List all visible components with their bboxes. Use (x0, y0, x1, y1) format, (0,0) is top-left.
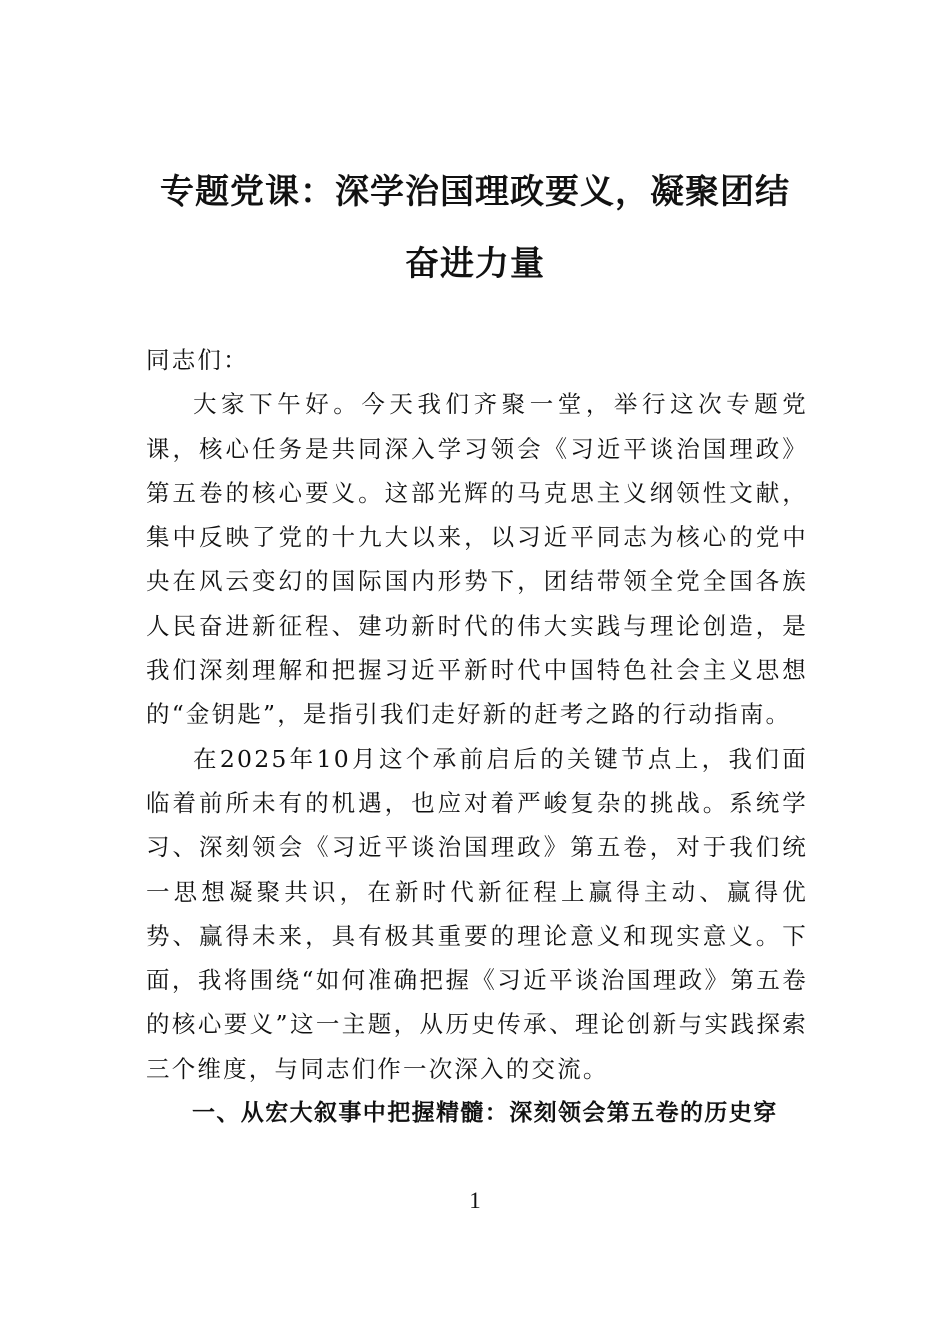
document-title-line-2: 奋进力量 (405, 244, 545, 284)
document-title-line-1: 专题党课：深学治国理政要义，凝聚团结 (160, 172, 790, 212)
paragraph-context: 在2025年10月这个承前启后的关键节点上，我们面临着前所未有的机遇，也应对着严峻复杂的挑战。系统学习、深刻领会《习近平谈治国理政》第五卷，对于我们统一思想凝聚共识，在新时代新征程上赢得主动、赢得优势、赢得未来，具有极其重要的理论意义和现实意义。下面，我将围绕“如何准确把握《习近平谈治国理政》第五卷的核心要义”这一主题，从历史传承、理论创新与实践探索三个维度，与同志们作一次深入的交流。 (146, 744, 808, 1083)
page-number: 1 (469, 1188, 481, 1213)
salutation: 同志们： (146, 346, 249, 374)
paragraph-intro: 大家下午好。今天我们齐聚一堂，举行这次专题党课，核心任务是共同深入学习领会《习近平谈治国理政》第五卷的核心要义。这部光辉的马克思主义纲领性文献，集中反映了党的十九大以来，以习近平同志为核心的党中央在风云变幻的国际国内形势下，团结带领全党全国各族人民奋进新征程、建功新时代的伟大实践与理论创造，是我们深刻理解和把握习近平新时代中国特色社会主义思想的“金钥匙”，是指引我们走好新的赶考之路的行动指南。 (146, 390, 808, 729)
document-body (146, 338, 808, 1135)
section-heading: 一、从宏大叙事中把握精髓：深刻领会第五卷的历史穿 (192, 1100, 778, 1127)
